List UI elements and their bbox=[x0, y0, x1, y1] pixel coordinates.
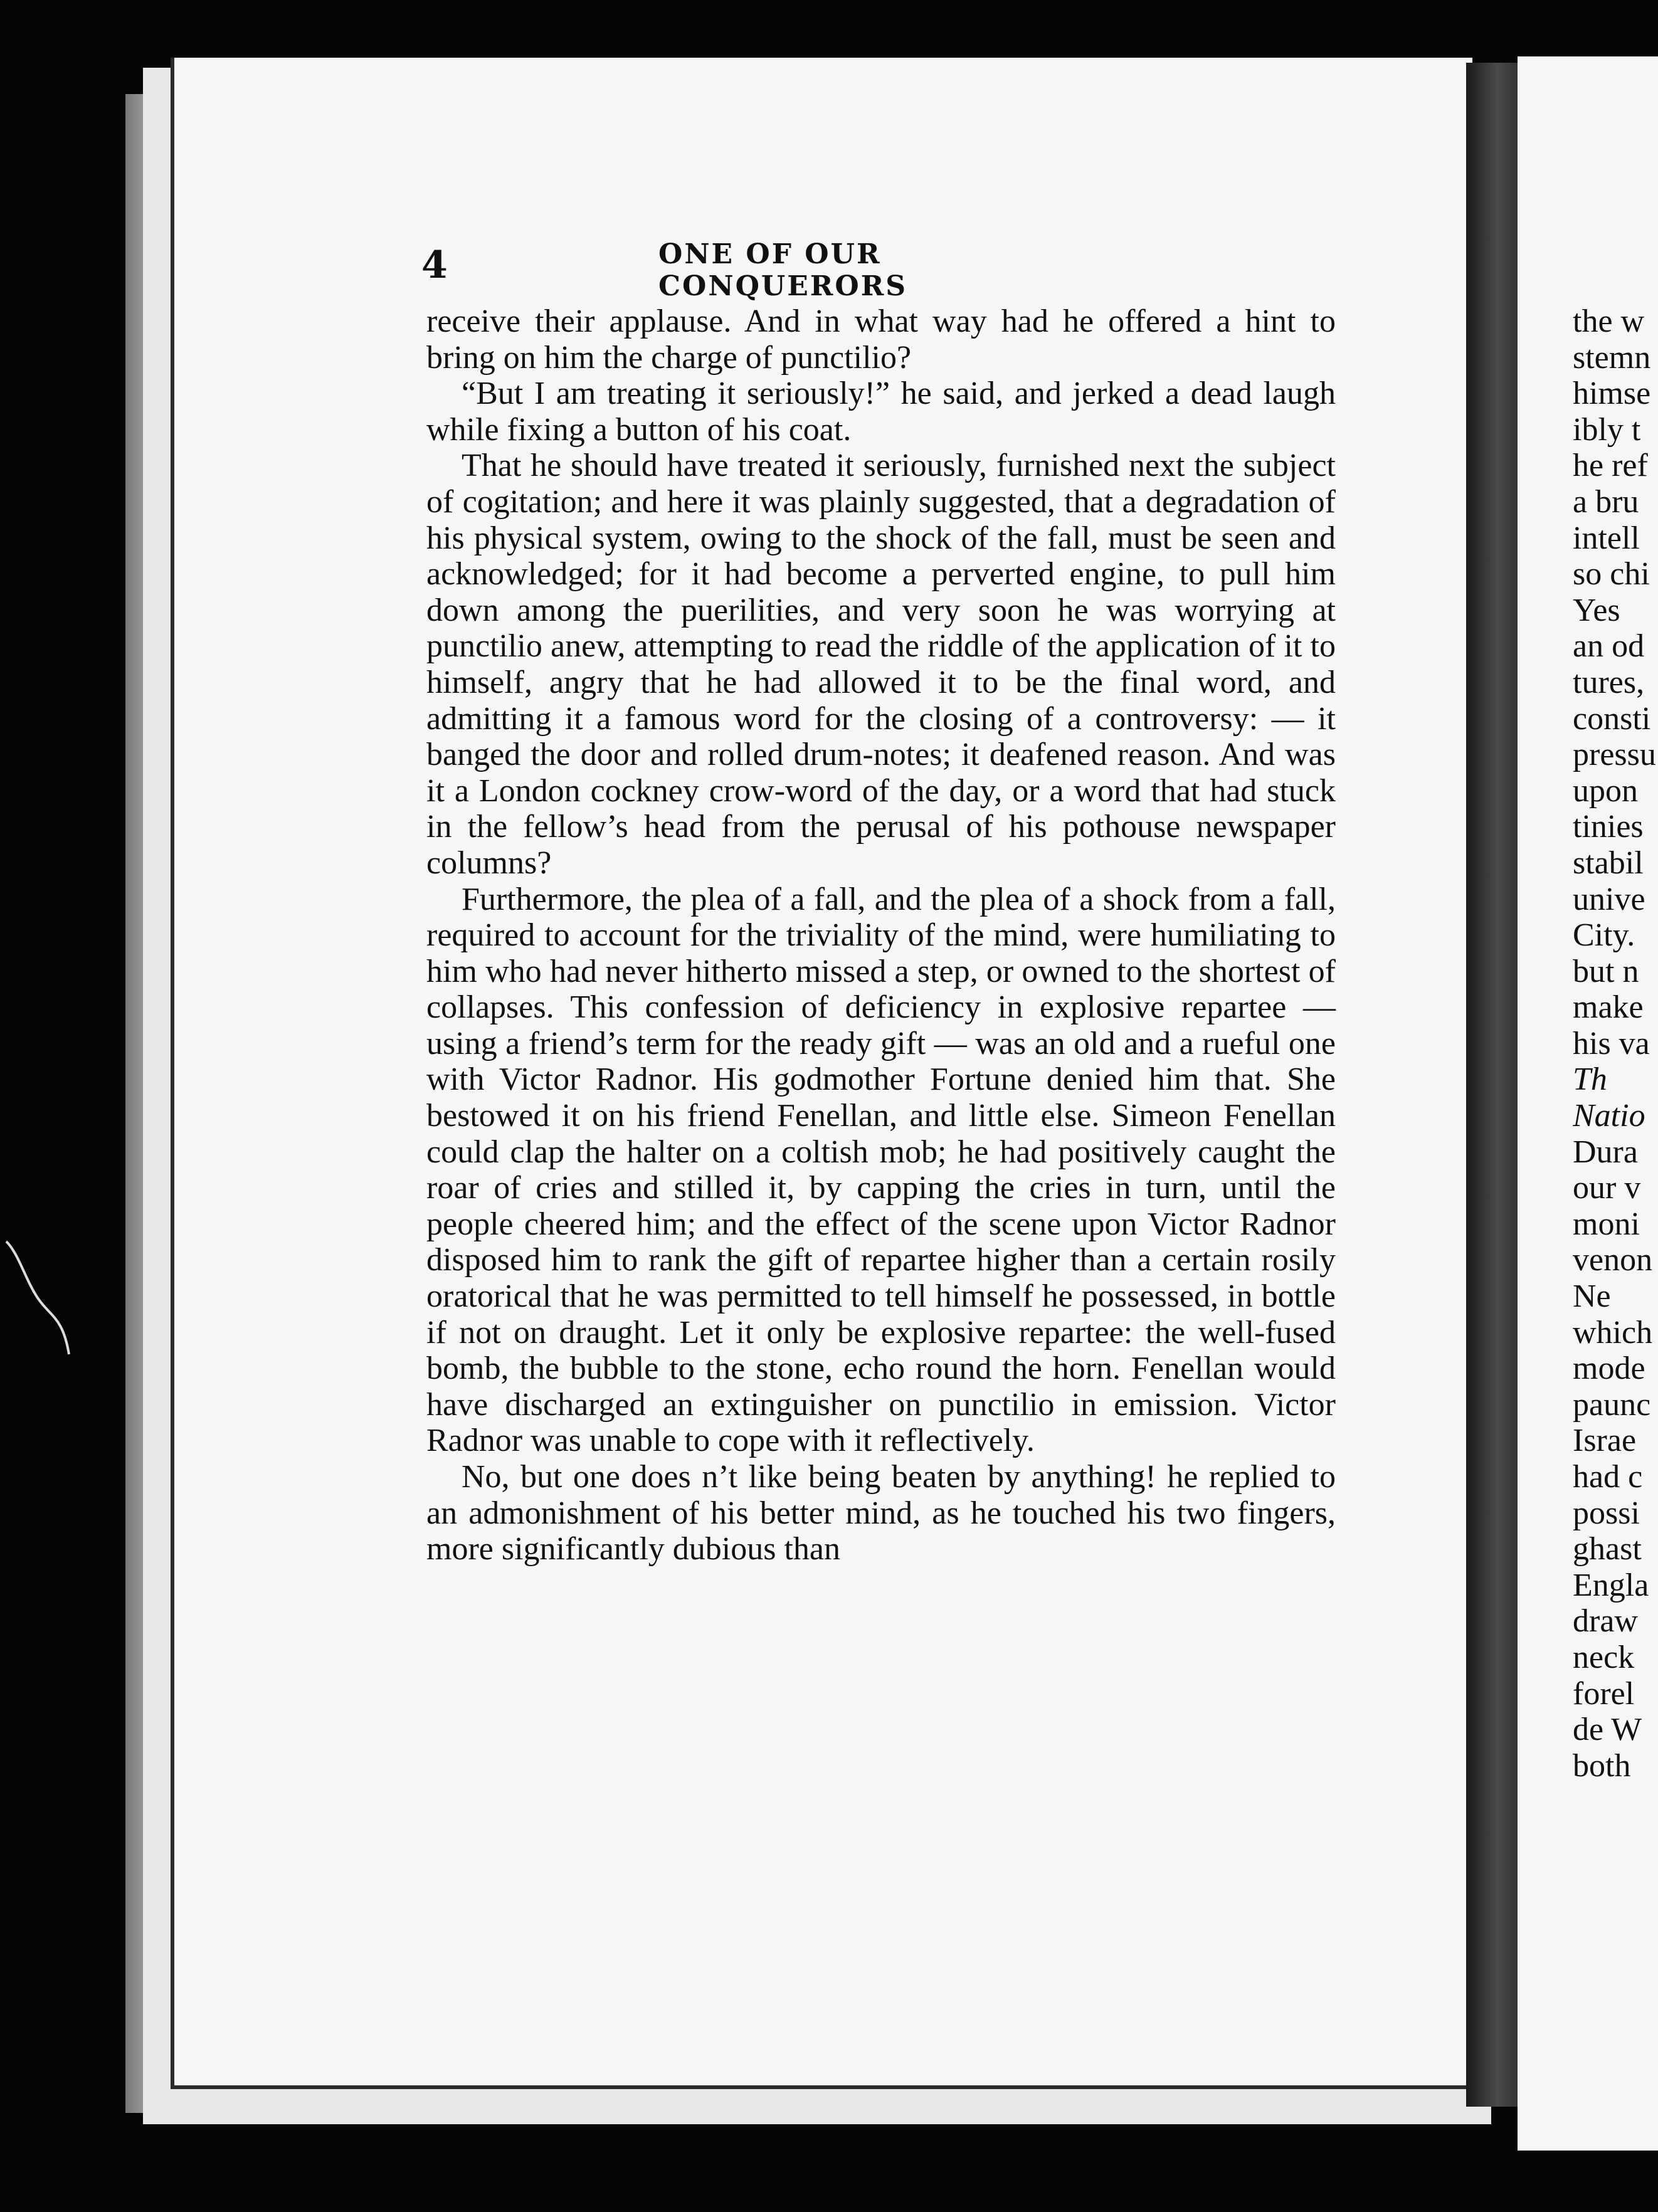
right-line: the w bbox=[1573, 303, 1645, 339]
right-line: Ne bbox=[1573, 1278, 1611, 1315]
body-text bbox=[426, 303, 1336, 1567]
right-line: tures, bbox=[1573, 664, 1645, 700]
right-line: Engla bbox=[1573, 1567, 1649, 1603]
paragraph: No, but one does n’t like being beaten by anything! he replied to an admonishment of his better mind, as he touched his two fingers, more significantly dubious than bbox=[426, 1459, 1336, 1567]
right-line: but n bbox=[1573, 953, 1639, 989]
running-head: ONE OF OUR CONQUERORS bbox=[658, 238, 908, 302]
right-line: tinies bbox=[1573, 809, 1644, 845]
page-number: 4 bbox=[421, 243, 448, 287]
paragraph: Furthermore, the plea of a fall, and the plea of a shock from a fall, required to account for the triviality of the mind, were humiliating to him who had never hitherto missed a step, or owned to the shortest of collapses. This confession of deficiency in explosive repartee — using a friend’s term for the ready gift — was an old and a rueful one with Victor Radnor. His godmother Fortune denied him that. She bestowed it on his friend Fenellan, and little else. Simeon Fenellan could clap the halter on a coltish mob; he had positively caught the roar of cries and stilled it, by capping the cries in turn, until the people cheered him; and the effect of the scene upon Victor Radnor disposed him to rank the gift of repartee higher than a certain rosily oratorical that he was permitted to tell himself he possessed, in bottle if not on draught. Let it only be explosive repartee: the well-fused bomb, the bubble to the stone, echo round the horn. Fenellan would have discharged an extinguisher on punctilio in emission. Victor Radnor was unable to cope with it reflectively. bbox=[426, 881, 1336, 1459]
right-line: had c bbox=[1573, 1459, 1643, 1495]
right-line: possi bbox=[1573, 1495, 1640, 1531]
right-line: Dura bbox=[1573, 1134, 1638, 1170]
right-line: intell bbox=[1573, 520, 1640, 556]
right-line: his va bbox=[1573, 1025, 1650, 1061]
right-line: consti bbox=[1573, 700, 1651, 737]
right-line: mode bbox=[1573, 1351, 1645, 1387]
right-line: venon bbox=[1573, 1242, 1653, 1278]
right-line: Yes bbox=[1573, 592, 1620, 628]
right-line: de W bbox=[1573, 1712, 1642, 1748]
right-line: stemn bbox=[1573, 339, 1651, 376]
right-line: our v bbox=[1573, 1170, 1641, 1206]
paragraph: “But I am treating it seriously!” he said, and jerked a dead laugh while fixing a button of his coat. bbox=[426, 376, 1336, 448]
right-line: ibly t bbox=[1573, 411, 1641, 448]
right-line: ghast bbox=[1573, 1531, 1642, 1567]
right-line: pressu bbox=[1573, 737, 1656, 773]
right-line: so chi bbox=[1573, 556, 1650, 592]
right-line: forel bbox=[1573, 1675, 1635, 1712]
right-line: both bbox=[1573, 1747, 1631, 1784]
right-line: City. bbox=[1573, 917, 1635, 954]
right-line: moni bbox=[1573, 1206, 1640, 1242]
right-line: himse bbox=[1573, 376, 1651, 412]
right-line: a bru bbox=[1573, 483, 1639, 520]
right-line: make bbox=[1573, 989, 1644, 1026]
right-line: upon bbox=[1573, 772, 1638, 809]
right-line: draw bbox=[1573, 1603, 1638, 1640]
paragraph: receive their applause. And in what way had he offered a hint to bring on him the charge of punctilio? bbox=[426, 303, 1336, 376]
right-line: neck bbox=[1573, 1639, 1635, 1675]
right-line: he ref bbox=[1573, 448, 1648, 484]
right-page-text-fragments bbox=[1573, 303, 1658, 1784]
right-line: Israe bbox=[1573, 1423, 1637, 1459]
right-line: unive bbox=[1573, 881, 1645, 917]
scan-scratch-mark bbox=[0, 1191, 88, 1379]
right-line: paunc bbox=[1573, 1386, 1651, 1423]
right-line: Natio bbox=[1573, 1098, 1645, 1134]
right-line: which bbox=[1573, 1314, 1653, 1351]
right-line: stabil bbox=[1573, 845, 1644, 881]
right-line: Th bbox=[1573, 1061, 1607, 1098]
paragraph: That he should have treated it seriously, furnished next the subject of cogitation; and here it was plainly suggested, that a degradation of his physical system, owing to the shock of the fall, must be seen and acknowledged; for it had become a perverted engine, to pull him down among the puerilities, and very soon he was worrying at punctilio anew, attempting to read the riddle of the application of it to himself, angry that he had allowed it to be the final word, and admitting it a famous word for the closing of a controversy: — it banged the door and rolled drum-notes; it deafened reason. And was it a London cockney crow-word of the day, or a word that had stuck in the fellow’s head from the perusal of his pothouse newspaper columns? bbox=[426, 448, 1336, 881]
right-line: an od bbox=[1573, 628, 1645, 665]
